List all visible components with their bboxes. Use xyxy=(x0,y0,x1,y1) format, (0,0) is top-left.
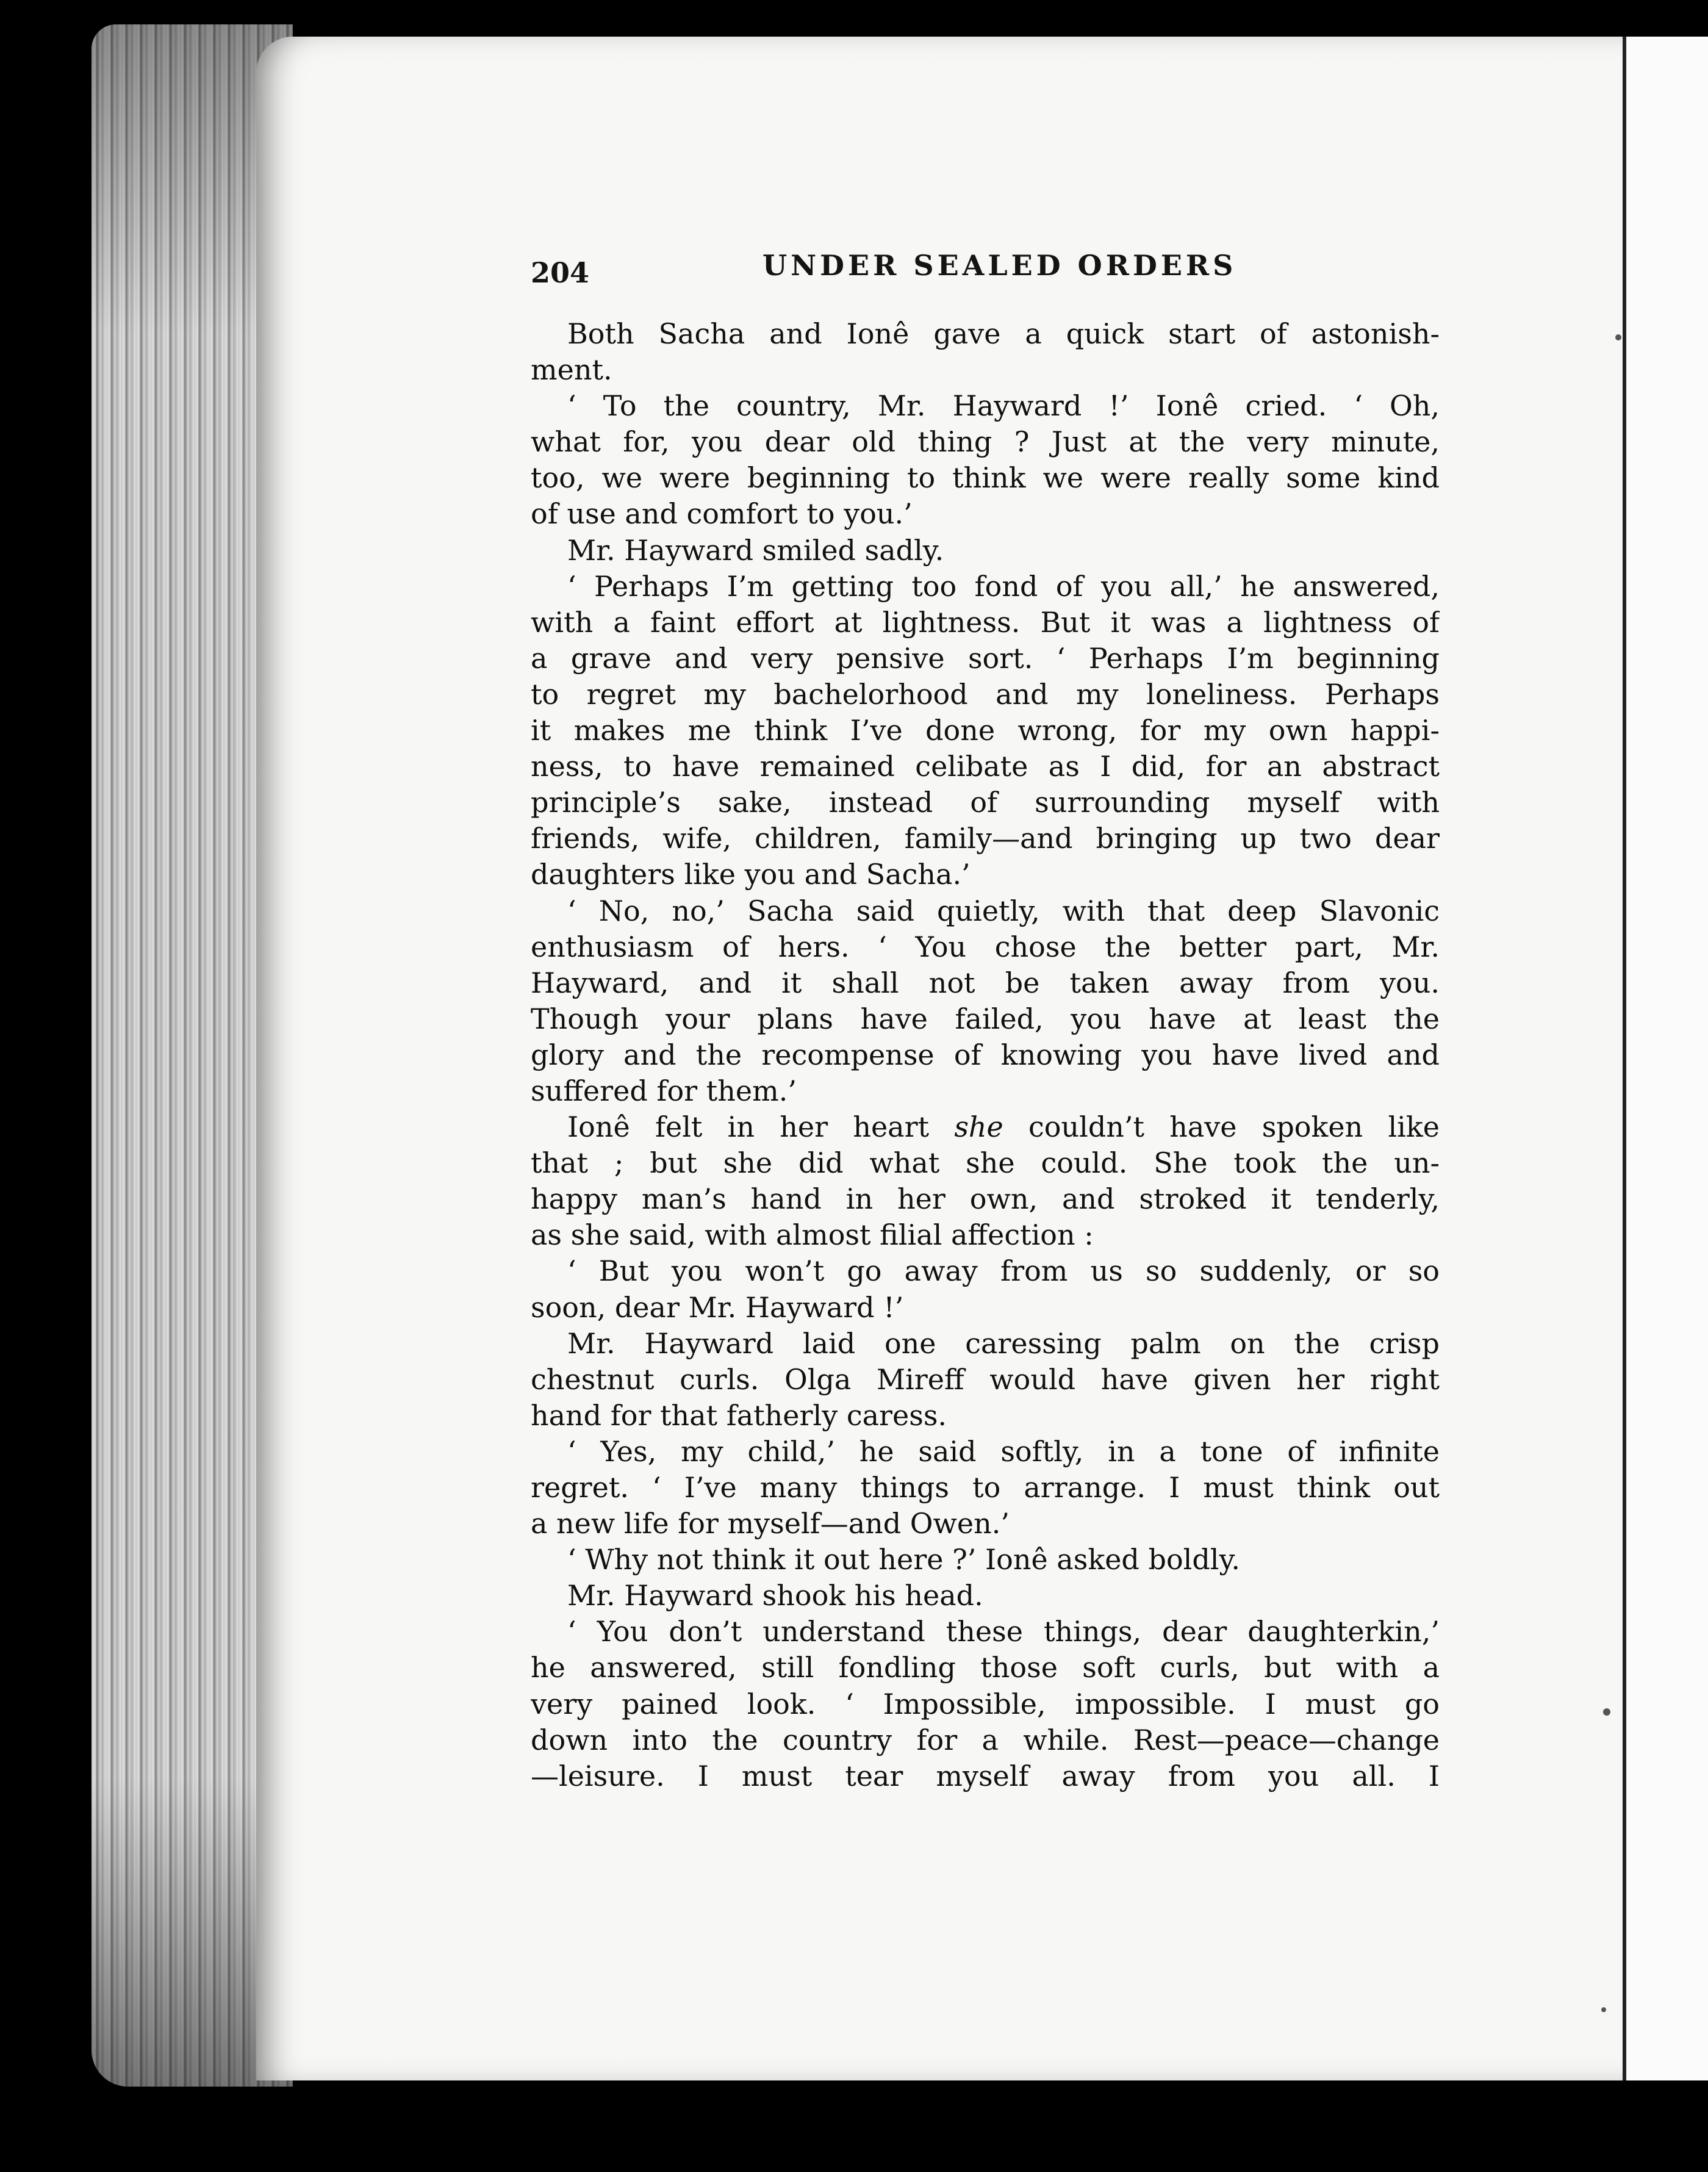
emphasis: she xyxy=(954,1110,1003,1144)
scan-speck xyxy=(1601,2007,1606,2012)
page-number: 204 xyxy=(531,256,590,289)
facing-page-edge xyxy=(1623,37,1708,2080)
text-line: ‘ To the country, Mr. Hayward !’ Ionê cried. ‘ Oh, xyxy=(567,389,1440,423)
text-line: glory and the recompense of knowing you have lived and xyxy=(531,1038,1440,1071)
text-line: too, we were beginning to think we were really some kind xyxy=(531,461,1440,495)
text-line: Though your plans have failed, you have at least the xyxy=(531,1002,1440,1035)
text-line: Mr. Hayward shook his head. xyxy=(567,1579,983,1613)
text-line: very pained look. ‘ Impossible, impossible. I must go xyxy=(531,1687,1440,1721)
running-title: UNDER SEALED ORDERS xyxy=(762,249,1237,282)
text-line: —leisure. I must tear myself away from you all. I xyxy=(531,1759,1440,1793)
text-line: ‘ Yes, my child,’ he said softly, in a tone of infinite xyxy=(567,1434,1440,1468)
text-line: ness, to have remained celibate as I did, for an abstract xyxy=(531,750,1440,783)
body-text xyxy=(531,316,1440,1794)
text-line: down into the country for a while. Rest—peace—change xyxy=(531,1723,1440,1757)
text-line: what for, you dear old thing ? Just at the very minute, xyxy=(531,425,1440,459)
text-line: hand for that fatherly caress. xyxy=(531,1398,947,1432)
text-line: principle’s sake, instead of surrounding myself with xyxy=(531,786,1440,819)
text-line: as she said, with almost filial affection : xyxy=(531,1218,1094,1252)
text-line: a new life for myself—and Owen.’ xyxy=(531,1507,1010,1541)
text-line: Both Sacha and Ionê gave a quick start of astonish- xyxy=(567,317,1440,350)
text-line: he answered, still fondling those soft curls, but with a xyxy=(531,1651,1440,1685)
text-line: of use and comfort to you.’ xyxy=(531,497,913,531)
text-line: regret. ‘ I’ve many things to arrange. I must think out xyxy=(531,1471,1440,1504)
text-line: Hayward, and it shall not be taken away from you. xyxy=(531,966,1440,999)
text-line: Mr. Hayward smiled sadly. xyxy=(567,533,944,567)
text-line: suffered for them.’ xyxy=(531,1074,797,1107)
text-line: Ionê felt in her heart she couldn’t have spoken like xyxy=(567,1110,1440,1144)
text-line: daughters like you and Sacha.’ xyxy=(531,858,971,891)
text-line: ‘ You don’t understand these things, dear daughterkin,’ xyxy=(567,1615,1440,1649)
text-line: to regret my bachelorhood and my loneliness. Perhaps xyxy=(531,677,1440,711)
text-line: chestnut curls. Olga Mireff would have given her right xyxy=(531,1362,1440,1396)
running-head xyxy=(531,249,1440,292)
text-line: soon, dear Mr. Hayward !’ xyxy=(531,1290,904,1324)
text-line: with a faint effort at lightness. But it was a lightness of xyxy=(531,605,1440,639)
text-line: enthusiasm of hers. ‘ You chose the better part, Mr. xyxy=(531,930,1440,963)
text-line: ‘ Why not think it out here ?’ Ionê asked boldly. xyxy=(567,1543,1241,1577)
text-line: ‘ But you won’t go away from us so suddenly, or so xyxy=(567,1254,1440,1288)
scan-speck xyxy=(1615,334,1621,340)
text-line: ment. xyxy=(531,353,612,387)
text-line: happy man’s hand in her own, and stroked it tenderly, xyxy=(531,1182,1440,1216)
text-line: friends, wife, children, family—and bringing up two dear xyxy=(531,822,1440,855)
text-line: Mr. Hayward laid one caressing palm on the crisp xyxy=(567,1326,1440,1360)
text-line: that ; but she did what she could. She took the un- xyxy=(531,1146,1440,1180)
text-line: ‘ Perhaps I’m getting too fond of you all,’ he answered, xyxy=(567,569,1440,603)
text-line: it makes me think I’ve done wrong, for my own happi- xyxy=(531,714,1440,747)
text-line: ‘ No, no,’ Sacha said quietly, with that deep Slavonic xyxy=(567,894,1440,927)
scan-speck xyxy=(1603,1708,1610,1716)
text-line: a grave and very pensive sort. ‘ Perhaps I’m beginning xyxy=(531,641,1440,675)
